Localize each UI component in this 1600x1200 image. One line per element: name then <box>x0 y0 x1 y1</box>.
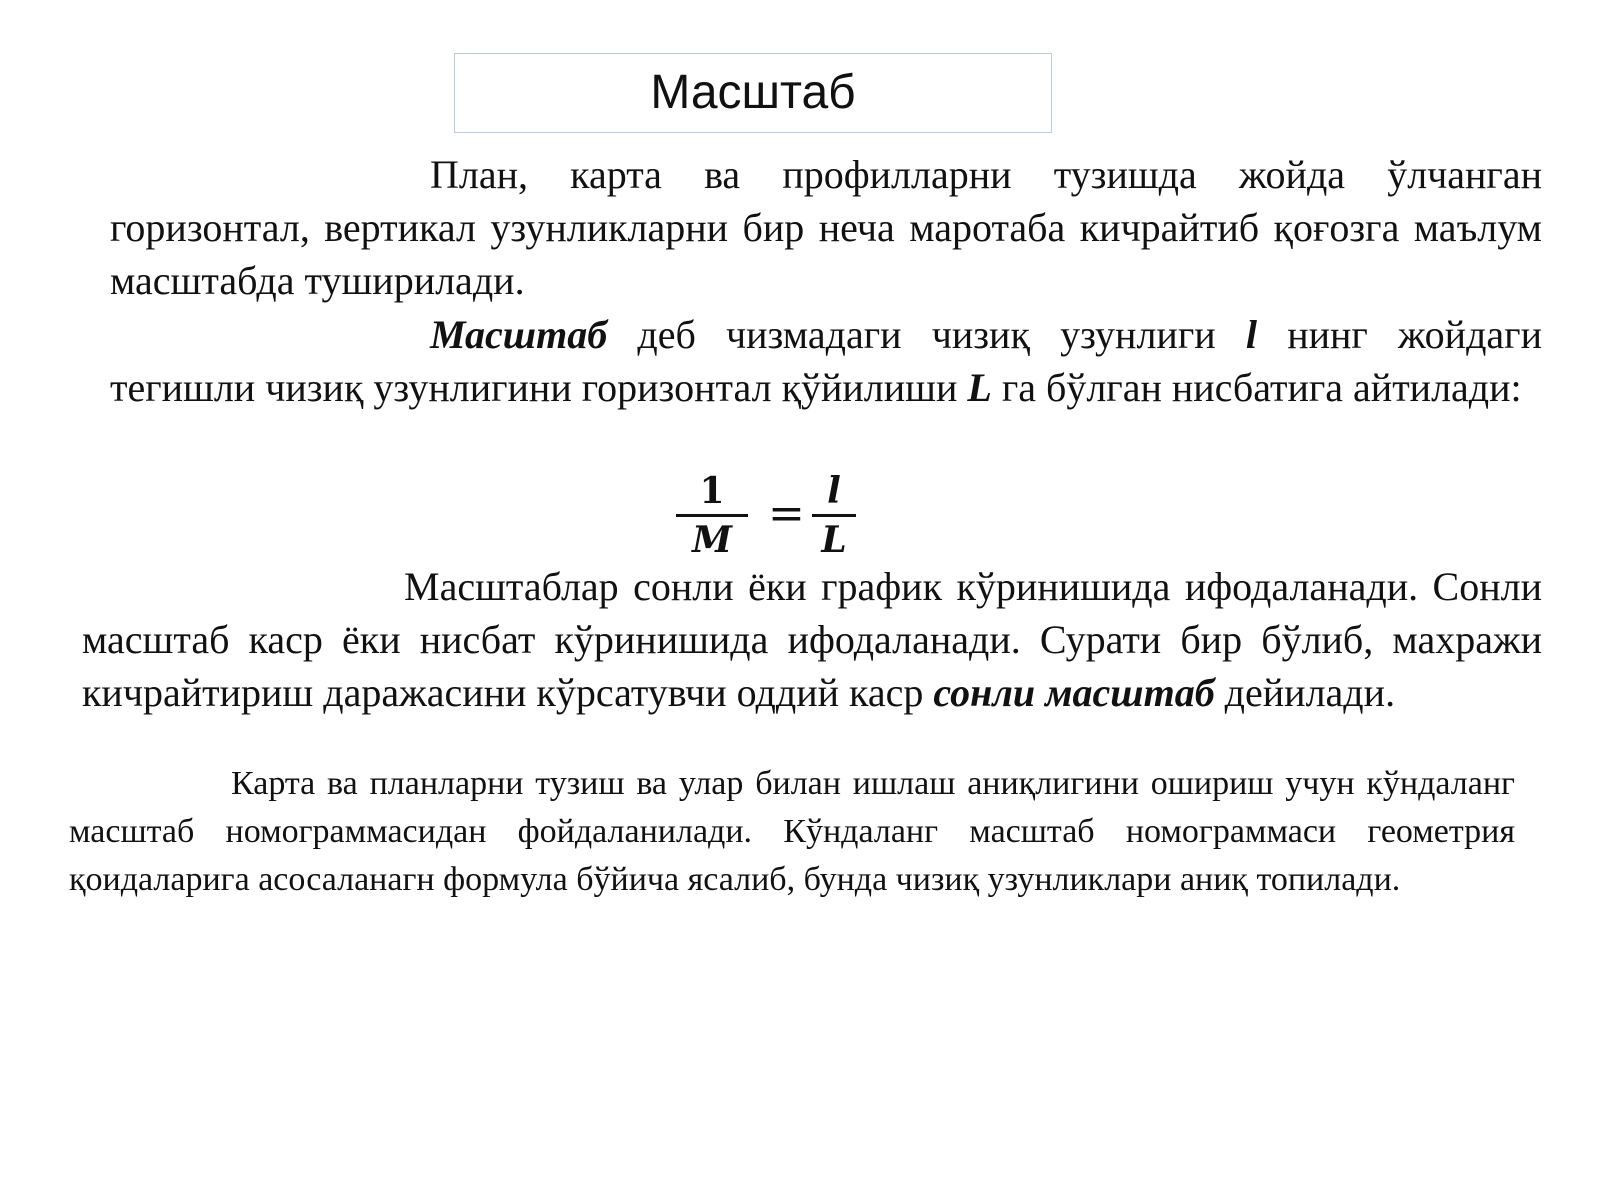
variable-l: l <box>1245 312 1257 357</box>
fraction-denominator: M <box>692 519 732 561</box>
paragraph-definition-intro <box>110 148 1542 307</box>
fraction-numerator: l <box>827 470 841 512</box>
fraction-numerator: 1 <box>699 470 725 512</box>
variable-L: L <box>967 365 992 410</box>
slide-title: Масштаб <box>650 66 856 119</box>
paragraph-text: дейилади. <box>1214 670 1396 715</box>
paragraph-numeric-scale <box>82 560 1542 719</box>
paragraph-text: деб чизмадаги чизиқ узунлиги <box>607 312 1246 357</box>
paragraph-text: га бўлган нисбатига айтилади: <box>991 365 1522 410</box>
scale-formula <box>676 470 876 560</box>
fraction-bar <box>676 514 748 517</box>
paragraph-text: Масштаблар сонли ёки график кўринишида ифодаланади. Сонли масштаб каср ёки нисбат кўринишида ифодаланади. Сурати бир бўлиб, махражи кичрайтириш даражасини кўрсатувчи оддий каср <box>82 564 1542 715</box>
paragraph-text: нинг жойдаги тегишли чизиқ узунлигини горизонтал қўйилиши <box>110 312 1542 410</box>
paragraph-transverse-scale <box>69 760 1515 904</box>
term-numeric-scale: сонли масштаб <box>933 670 1215 715</box>
fraction-l-over-L <box>812 470 856 561</box>
fraction-bar <box>812 514 856 517</box>
equals-sign: = <box>768 488 805 539</box>
title-box <box>454 53 1052 133</box>
fraction-1-over-M <box>676 470 748 561</box>
paragraph-text: Карта ва планларни тузиш ва улар билан ишлаш аниқлигини ошириш учун кўндаланг масштаб номограммасидан фойдаланилади. Кўндаланг масштаб номограммаси геометрия қоидаларига асосаланагн формула бўйича ясалиб, бунда чизиқ узунликлари аниқ топилади. <box>69 765 1515 898</box>
paragraph-text: План, карта ва профилларни тузишда жойда ўлчанган горизонтал, вертикал узунликларни бир неча маротаба кичрайтиб қоғозга маълум масштабда туширилади. <box>110 152 1542 303</box>
paragraph-scale-definition <box>110 308 1542 414</box>
term-scale: Масштаб <box>430 312 608 357</box>
fraction-denominator: L <box>821 519 847 561</box>
